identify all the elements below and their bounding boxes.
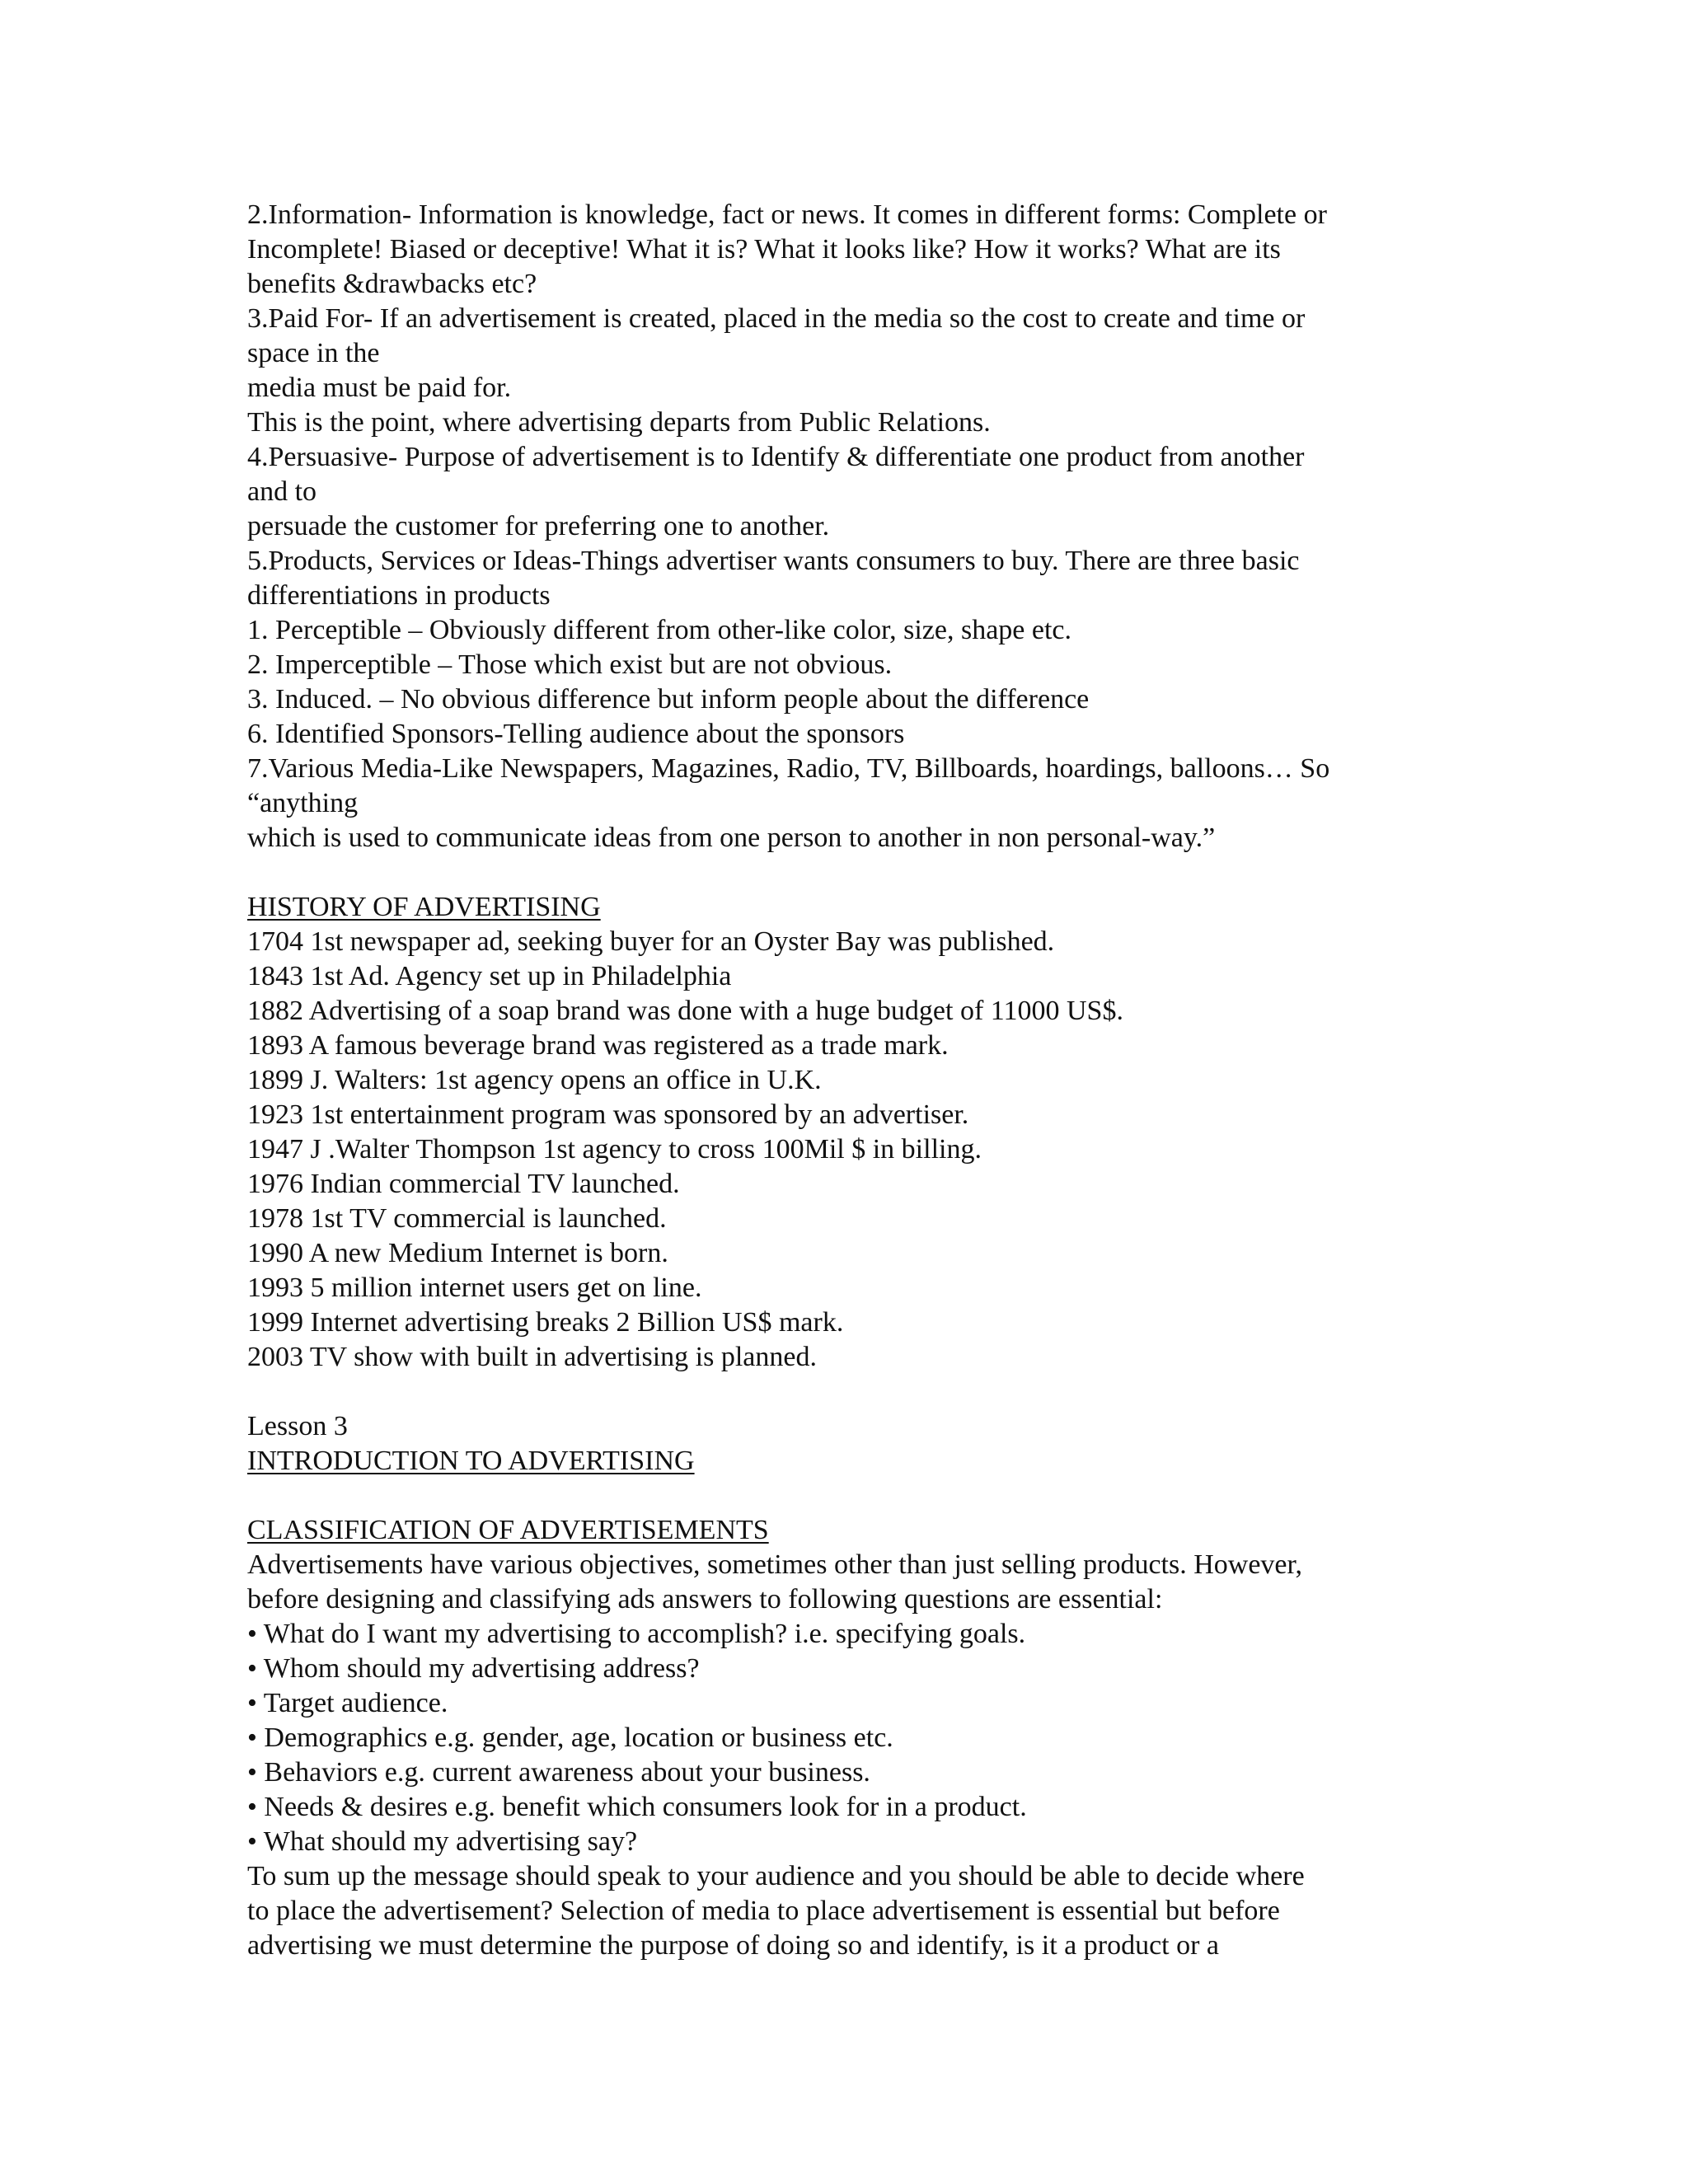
paragraph-spacer [247,855,1451,890]
text-line: This is the point, where advertising departs from Public Relations. [247,407,991,438]
text-line: and to [247,476,317,507]
classification-line: Advertisements have various objectives, sometimes other than just selling products. However, [247,1549,1302,1580]
bullet-item: • Demographics e.g. gender, age, location or business etc. [247,1722,893,1753]
classification-line: before designing and classifying ads answers to following questions are essential: [247,1584,1163,1615]
history-line: 1893 A famous beverage brand was registered as a trade mark. [247,1030,949,1061]
text-line: space in the [247,338,380,368]
classification-line: advertising we must determine the purpose of doing so and identify, is it a product or a [247,1930,1220,1961]
text-line: 3. Induced. – No obvious difference but inform people about the difference [247,684,1090,715]
bullet-item: • Whom should my advertising address? [247,1653,700,1684]
history-line: 1899 J. Walters: 1st agency opens an office in U.K. [247,1065,822,1095]
history-line: 1999 Internet advertising breaks 2 Billion US$ mark. [247,1307,844,1338]
paragraph-spacer [247,1479,1451,1513]
history-line: 1993 5 million internet users get on line. [247,1272,702,1303]
intro-section [247,198,1451,855]
paragraph-spacer [247,1375,1451,1409]
classification-line: To sum up the message should speak to your audience and you should be able to decide where [247,1861,1305,1891]
classification-section [247,1513,1451,1963]
history-line: 1978 1st TV commercial is launched. [247,1203,667,1234]
text-line: 6. Identified Sponsors-Telling audience about the sponsors [247,719,905,749]
bullet-item: • Target audience. [247,1688,448,1718]
text-line: benefits &drawbacks etc? [247,269,537,299]
history-section [247,890,1451,1375]
lesson-title: INTRODUCTION TO ADVERTISING [247,1446,695,1476]
history-line: 1843 1st Ad. Agency set up in Philadelphia [247,961,732,991]
text-line: 1. Perceptible – Obviously different from other-like color, size, shape etc. [247,615,1072,645]
bullet-item: • What do I want my advertising to accomplish? i.e. specifying goals. [247,1619,1026,1649]
text-line: 5.Products, Services or Ideas-Things advertiser wants consumers to buy. There are three basic [247,546,1300,576]
text-line: 4.Persuasive- Purpose of advertisement is to Identify & differentiate one product from another [247,442,1305,472]
history-line: 1704 1st newspaper ad, seeking buyer for an Oyster Bay was published. [247,926,1055,957]
bullet-item: • What should my advertising say? [247,1826,638,1857]
history-line: 1976 Indian commercial TV launched. [247,1169,680,1199]
history-line: 1923 1st entertainment program was sponsored by an advertiser. [247,1099,969,1130]
text-line: Incomplete! Biased or deceptive! What it is? What it looks like? How it works? What are its [247,234,1281,265]
history-heading: HISTORY OF ADVERTISING [247,892,601,922]
history-line: 2003 TV show with built in advertising is planned. [247,1342,817,1372]
document-body [247,198,1451,1963]
text-line: persuade the customer for preferring one to another. [247,511,830,541]
history-line: 1882 Advertising of a soap brand was done with a huge budget of 11000 US$. [247,996,1123,1026]
text-line: which is used to communicate ideas from one person to another in non personal-way.” [247,823,1216,853]
classification-heading: CLASSIFICATION OF ADVERTISEMENTS [247,1515,769,1545]
history-line: 1947 J .Walter Thompson 1st agency to cross 100Mil $ in billing. [247,1134,982,1165]
history-line: 1990 A new Medium Internet is born. [247,1238,668,1268]
text-line: 2.Information- Information is knowledge, fact or news. It comes in different forms: Complete or [247,199,1327,230]
lesson-label: Lesson 3 [247,1411,348,1441]
text-line: media must be paid for. [247,373,512,403]
lesson-section [247,1409,1451,1479]
text-line: “anything [247,788,359,818]
bullet-item: • Needs & desires e.g. benefit which consumers look for in a product. [247,1792,1027,1822]
classification-line: to place the advertisement? Selection of media to place advertisement is essential but before [247,1896,1280,1926]
text-line: 3.Paid For- If an advertisement is created, placed in the media so the cost to create and time or [247,303,1306,334]
text-line: differentiations in products [247,580,551,611]
text-line: 2. Imperceptible – Those which exist but are not obvious. [247,649,893,680]
bullet-item: • Behaviors e.g. current awareness about your business. [247,1757,870,1788]
text-line: 7.Various Media-Like Newspapers, Magazines, Radio, TV, Billboards, hoardings, balloons… So [247,753,1330,784]
